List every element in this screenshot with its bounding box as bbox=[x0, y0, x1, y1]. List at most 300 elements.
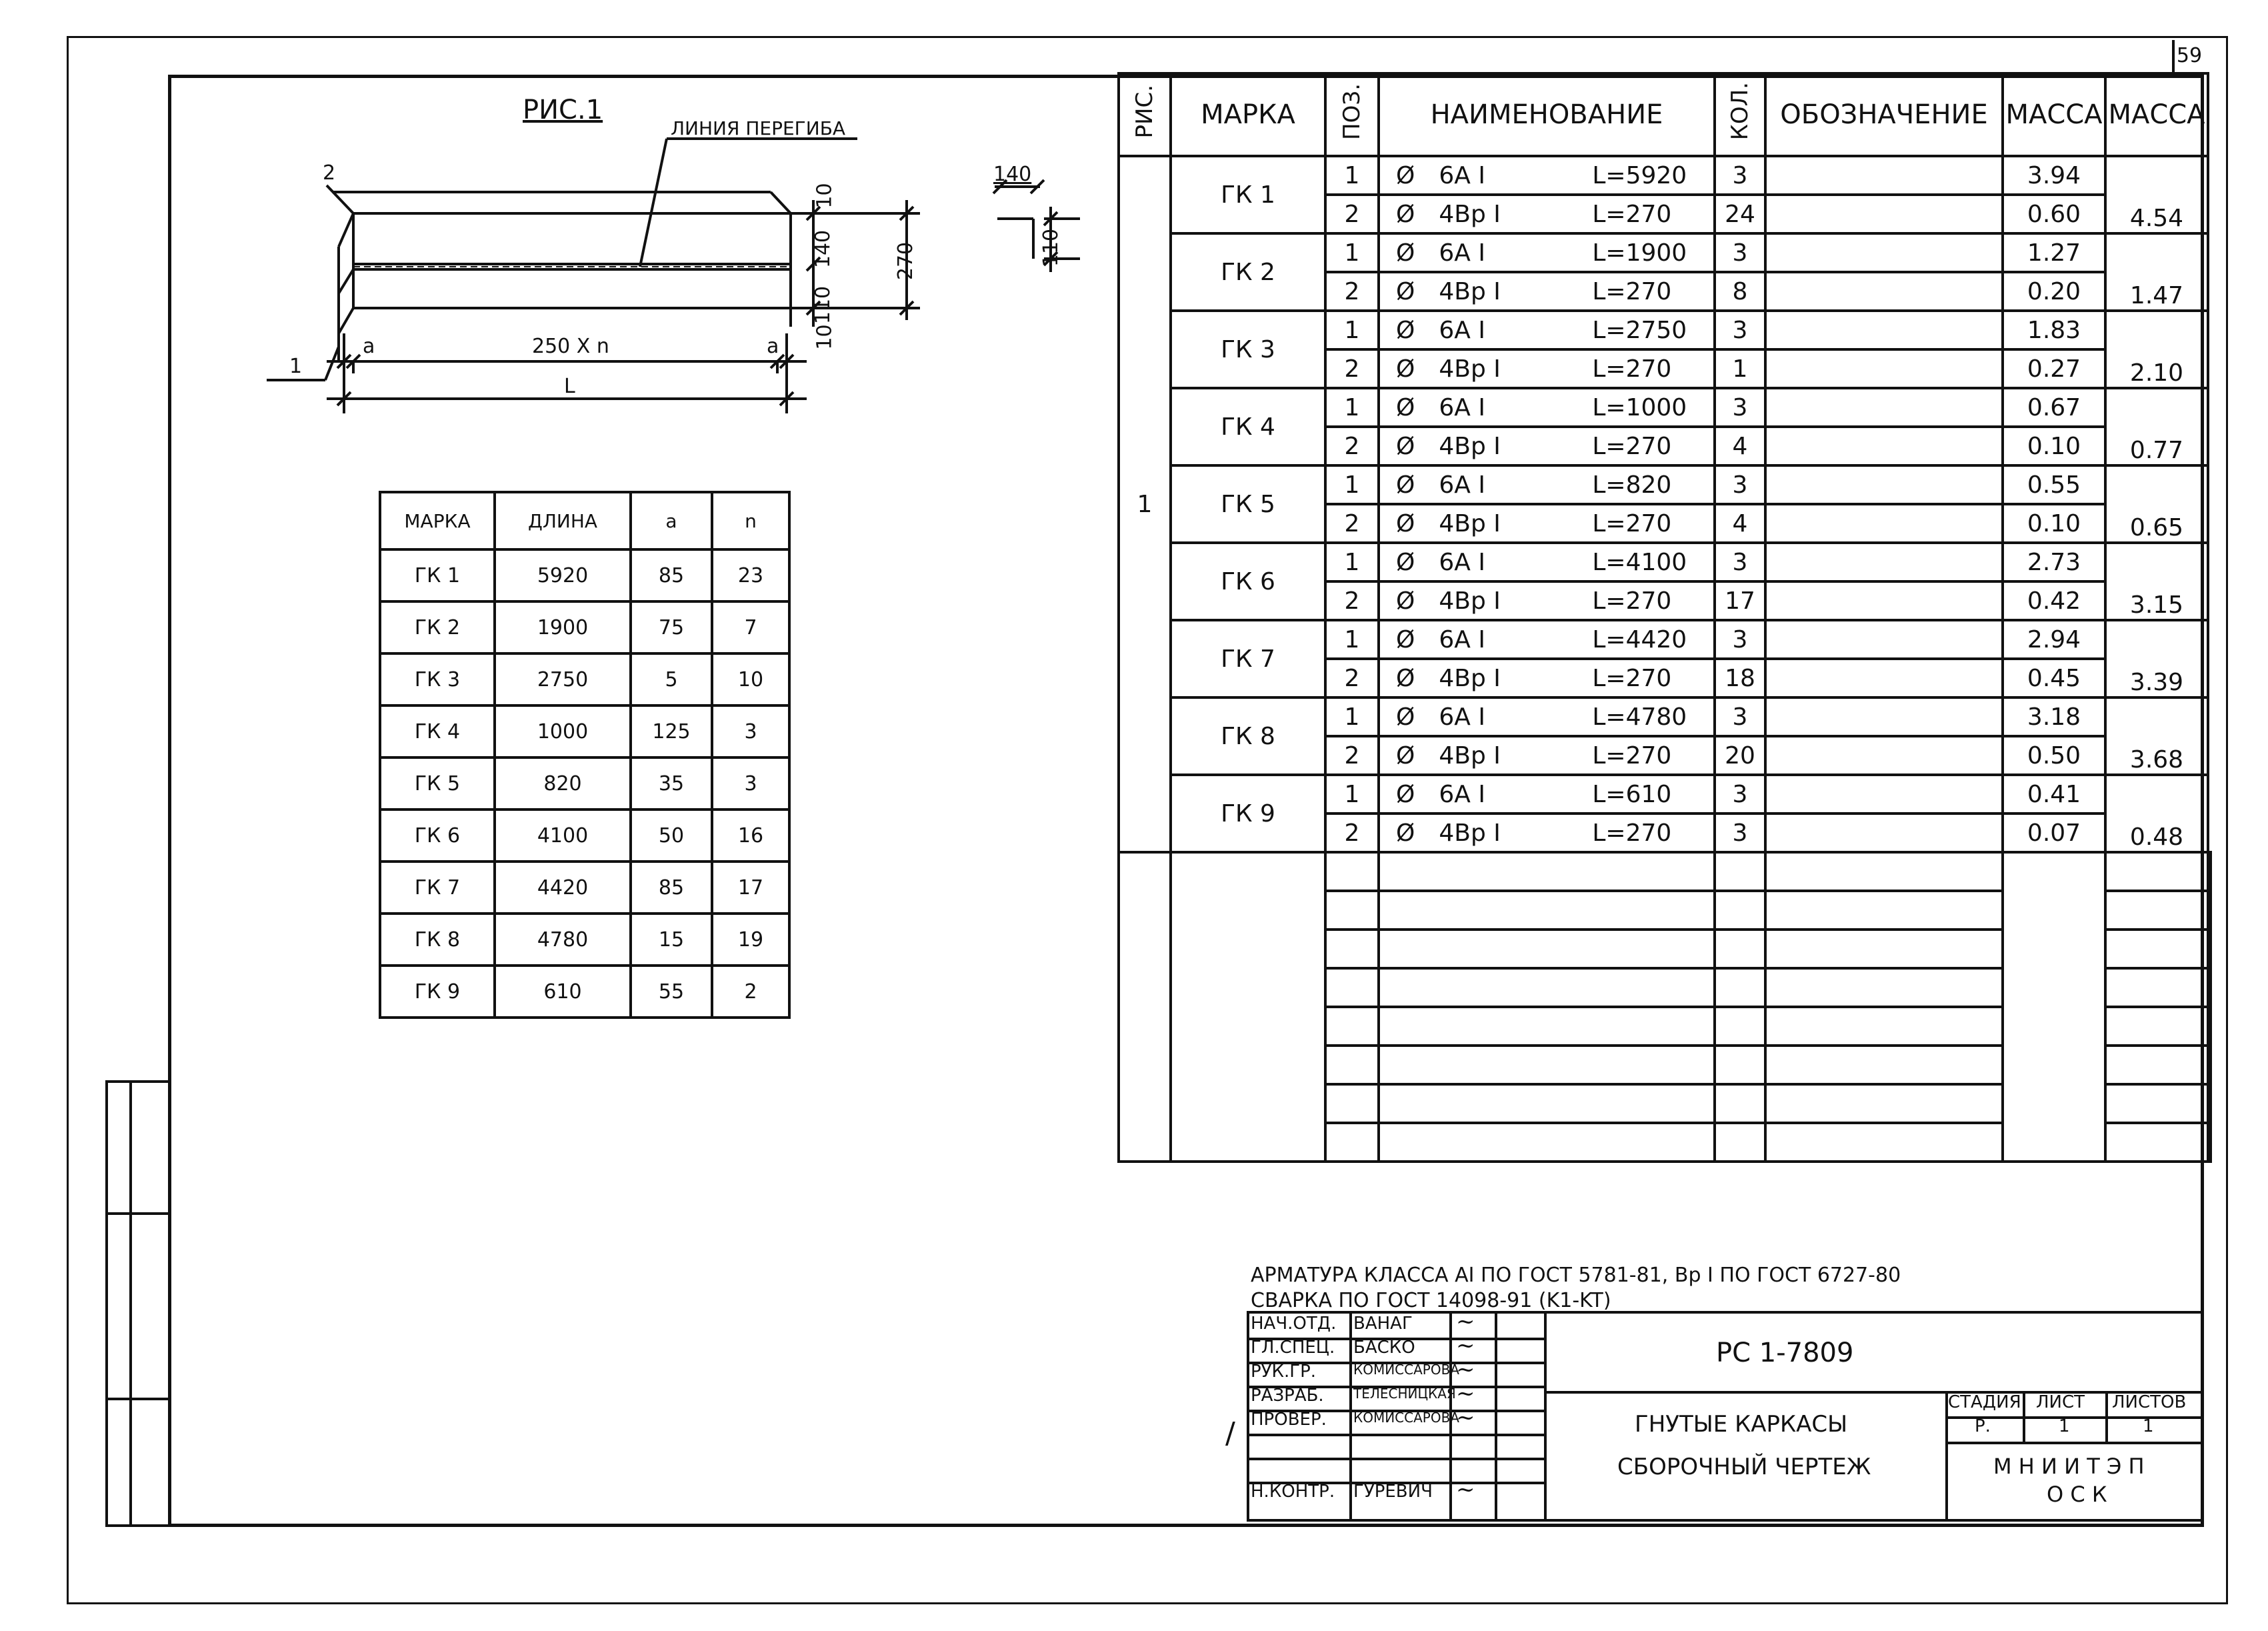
diameter-symbol: Ø bbox=[1396, 432, 1415, 460]
cell-a: 35 bbox=[631, 757, 712, 809]
cell-kol: 3 bbox=[1715, 465, 1765, 504]
cell-empty bbox=[1379, 1123, 1715, 1162]
table-row bbox=[380, 914, 789, 966]
diameter-symbol: Ø bbox=[1396, 471, 1415, 499]
cell-mass: 0.07 bbox=[2003, 813, 2105, 852]
cell-kol: 18 bbox=[1715, 659, 1765, 697]
cell-empty bbox=[1325, 1007, 1379, 1046]
cell-kol: 3 bbox=[1715, 156, 1765, 195]
dim-length: L bbox=[564, 375, 575, 398]
cell-name bbox=[1379, 775, 1715, 813]
cell-poz: 1 bbox=[1325, 775, 1379, 813]
cell-n: 10 bbox=[712, 653, 789, 705]
cell-empty bbox=[1715, 930, 1765, 968]
signature-mark: ~ bbox=[1456, 1380, 1475, 1407]
col-header-massa-total: МАССА bbox=[2105, 73, 2208, 156]
signature-mark: ~ bbox=[1456, 1356, 1475, 1383]
table-row bbox=[380, 549, 789, 601]
cell-oboz bbox=[1765, 272, 2003, 311]
steel-grade: 4Bp I bbox=[1439, 200, 1501, 228]
diameter-symbol: Ø bbox=[1396, 780, 1415, 808]
cell-a: 85 bbox=[631, 549, 712, 601]
cell-kol: 24 bbox=[1715, 195, 1765, 233]
cell-kol: 3 bbox=[1715, 775, 1765, 813]
cell-empty bbox=[1765, 1007, 2003, 1046]
cell-a: 55 bbox=[631, 966, 712, 1018]
cell-mass: 0.41 bbox=[2003, 775, 2105, 813]
cell-oboz bbox=[1765, 311, 2003, 349]
cell-poz: 2 bbox=[1325, 349, 1379, 388]
cell-length: 1000 bbox=[495, 705, 631, 757]
cell-empty bbox=[1379, 1007, 1715, 1046]
cell-poz: 2 bbox=[1325, 504, 1379, 543]
col-header-poz-text: ПОЗ. bbox=[1339, 83, 1365, 140]
cell-ris-empty bbox=[1119, 852, 1171, 1162]
diameter-symbol: Ø bbox=[1396, 355, 1415, 383]
cell-marka: ГК 4 bbox=[380, 705, 495, 757]
cell-empty bbox=[2105, 930, 2208, 968]
cell-marka: ГК 5 bbox=[1171, 465, 1325, 543]
bar-length: L=1900 bbox=[1592, 239, 1687, 267]
diameter-symbol: Ø bbox=[1396, 587, 1415, 615]
cell-empty bbox=[1765, 968, 2003, 1007]
person-name: КОМИССАРОВА bbox=[1353, 1410, 1459, 1426]
cell-oboz bbox=[1765, 697, 2003, 736]
cell-mass: 0.20 bbox=[2003, 272, 2105, 311]
table-row bbox=[380, 601, 789, 653]
steel-grade: 4Bp I bbox=[1439, 819, 1501, 847]
cell-empty bbox=[2105, 968, 2208, 1007]
cell-empty bbox=[2105, 1084, 2208, 1123]
person-name: КОМИССАРОВА bbox=[1353, 1362, 1459, 1378]
cell-marka: ГК 6 bbox=[1171, 543, 1325, 620]
cell-mass: 1.27 bbox=[2003, 233, 2105, 272]
cell-length: 1900 bbox=[495, 601, 631, 653]
signature-mark: ~ bbox=[1456, 1308, 1475, 1335]
cell-mass: 0.27 bbox=[2003, 349, 2105, 388]
role-label: РАЗРАБ. bbox=[1251, 1386, 1324, 1406]
cell-empty bbox=[1379, 1046, 1715, 1084]
cell-mass-empty bbox=[2105, 852, 2208, 891]
pos-2-label: 2 bbox=[323, 161, 336, 185]
cell-kol: 1 bbox=[1715, 349, 1765, 388]
cell-kol: 3 bbox=[1715, 311, 1765, 349]
steel-grade: 4Bp I bbox=[1439, 355, 1501, 383]
cell-mass: 0.60 bbox=[2003, 195, 2105, 233]
cell-marka: ГК 8 bbox=[380, 914, 495, 966]
org-line2: О С К bbox=[2047, 1482, 2107, 1507]
frame-bend-drawing bbox=[253, 113, 1107, 433]
signature-mark: ~ bbox=[1456, 1332, 1475, 1359]
cell-empty bbox=[2105, 1046, 2208, 1084]
spec-row bbox=[1119, 465, 2211, 504]
diameter-symbol: Ø bbox=[1396, 316, 1415, 344]
cell-name bbox=[1379, 349, 1715, 388]
cell-length: 4420 bbox=[495, 862, 631, 914]
role-label: ПРОВЕР. bbox=[1251, 1410, 1327, 1430]
cell-empty bbox=[1765, 930, 2003, 968]
cell-mass: 0.42 bbox=[2003, 581, 2105, 620]
cell-poz: 2 bbox=[1325, 195, 1379, 233]
cell-kol: 3 bbox=[1715, 543, 1765, 581]
person-name: ВАНАГ bbox=[1353, 1314, 1413, 1334]
cell-empty bbox=[1765, 1123, 2003, 1162]
figure-title: РИС.1 bbox=[523, 95, 603, 125]
bar-length: L=270 bbox=[1592, 819, 1672, 847]
signature-mark: ~ bbox=[1456, 1404, 1475, 1431]
steel-grade: 6A I bbox=[1439, 239, 1485, 267]
diameter-symbol: Ø bbox=[1396, 625, 1415, 653]
note-line: СВАРКА ПО ГОСТ 14098-91 (K1-KT) bbox=[1251, 1289, 1611, 1312]
diameter-symbol: Ø bbox=[1396, 819, 1415, 847]
cell-marka: ГК 1 bbox=[1171, 156, 1325, 233]
cell-oboz bbox=[1765, 504, 2003, 543]
diameter-symbol: Ø bbox=[1396, 548, 1415, 576]
cell-empty bbox=[1379, 968, 1715, 1007]
cell-empty bbox=[1325, 891, 1379, 930]
table-row bbox=[380, 705, 789, 757]
cell-empty bbox=[2105, 891, 2208, 930]
note-line: АРМАТУРА КЛАССА AI ПО ГОСТ 5781-81, Bp I ПО ГОСТ 6727-80 bbox=[1251, 1264, 1901, 1287]
cell-a: 85 bbox=[631, 862, 712, 914]
col-header-a: a bbox=[631, 492, 712, 549]
col-header-poz bbox=[1325, 73, 1379, 156]
cell-mass: 0.45 bbox=[2003, 659, 2105, 697]
signature-mark: ~ bbox=[1456, 1476, 1475, 1503]
drawing-title-line1: ГНУТЫЕ КАРКАСЫ bbox=[1635, 1411, 1848, 1438]
cell-name bbox=[1379, 311, 1715, 349]
cell-mass: 2.73 bbox=[2003, 543, 2105, 581]
bar-length: L=270 bbox=[1592, 741, 1672, 769]
cell-total-mass: 1.47 bbox=[2105, 233, 2208, 311]
org-line1: М Н И И Т Э П bbox=[1993, 1454, 2145, 1479]
cell-empty bbox=[1325, 1123, 1379, 1162]
table-row bbox=[380, 966, 789, 1018]
steel-grade: 4Bp I bbox=[1439, 509, 1501, 537]
cell-empty bbox=[2105, 1123, 2208, 1162]
cell-n: 23 bbox=[712, 549, 789, 601]
cell-marka: ГК 5 bbox=[380, 757, 495, 809]
cell-n: 17 bbox=[712, 862, 789, 914]
bar-length: L=270 bbox=[1592, 664, 1672, 692]
cell-oboz-empty bbox=[2003, 852, 2105, 1162]
cell-name bbox=[1379, 465, 1715, 504]
spec-row bbox=[1119, 543, 2211, 581]
cell-poz: 2 bbox=[1325, 272, 1379, 311]
cell-name bbox=[1379, 233, 1715, 272]
cell-kol: 3 bbox=[1715, 233, 1765, 272]
cell-name bbox=[1379, 813, 1715, 852]
spec-row bbox=[1119, 620, 2211, 659]
dim-270: 270 bbox=[894, 241, 918, 281]
col-header-ris-text: РИС. bbox=[1131, 84, 1158, 139]
cell-oboz bbox=[1765, 813, 2003, 852]
cell-oboz bbox=[1765, 620, 2003, 659]
cell-length: 820 bbox=[495, 757, 631, 809]
dim-10-bottom: 10 bbox=[813, 324, 837, 350]
cell-marka: ГК 7 bbox=[380, 862, 495, 914]
cell-oboz bbox=[1765, 581, 2003, 620]
bar-length: L=4420 bbox=[1592, 625, 1687, 653]
diameter-symbol: Ø bbox=[1396, 509, 1415, 537]
cell-oboz bbox=[1765, 659, 2003, 697]
cell-total-mass: 0.77 bbox=[2105, 388, 2208, 465]
spec-row bbox=[1119, 233, 2211, 272]
bar-length: L=1000 bbox=[1592, 393, 1687, 421]
cell-total-mass: 2.10 bbox=[2105, 311, 2208, 388]
steel-grade: 4Bp I bbox=[1439, 277, 1501, 305]
steel-grade: 6A I bbox=[1439, 161, 1485, 189]
cell-n: 3 bbox=[712, 757, 789, 809]
cell-mass: 0.55 bbox=[2003, 465, 2105, 504]
bar-length: L=270 bbox=[1592, 355, 1672, 383]
cell-length: 610 bbox=[495, 966, 631, 1018]
cell-oboz bbox=[1765, 543, 2003, 581]
diameter-symbol: Ø bbox=[1396, 239, 1415, 267]
person-name: ТЕЛЕСНИЦКАЯ bbox=[1353, 1386, 1456, 1402]
role-label: НАЧ.ОТД. bbox=[1251, 1314, 1337, 1334]
cell-oboz bbox=[1765, 736, 2003, 775]
steel-grade: 6A I bbox=[1439, 471, 1485, 499]
dim-span: 250 X n bbox=[532, 335, 609, 358]
detail-dim-110: 110 bbox=[1039, 228, 1063, 267]
doc-code: РС 1-7809 bbox=[1716, 1338, 1854, 1368]
cell-poz: 1 bbox=[1325, 620, 1379, 659]
steel-grade: 6A I bbox=[1439, 548, 1485, 576]
cell-empty bbox=[1325, 1046, 1379, 1084]
cell-poz: 1 bbox=[1325, 465, 1379, 504]
cell-name bbox=[1379, 388, 1715, 427]
cell-oboz bbox=[1765, 465, 2003, 504]
cell-oboz bbox=[1765, 775, 2003, 813]
cell-total-mass: 3.39 bbox=[2105, 620, 2208, 697]
cell-marka: ГК 6 bbox=[380, 809, 495, 862]
cell-total-empty bbox=[2208, 852, 2211, 1162]
bar-length: L=820 bbox=[1592, 471, 1672, 499]
cell-ris: 1 bbox=[1119, 156, 1171, 852]
diameter-symbol: Ø bbox=[1396, 277, 1415, 305]
spec-row bbox=[1119, 775, 2211, 813]
sheet-header: ЛИСТ bbox=[2036, 1392, 2085, 1412]
cell-n: 16 bbox=[712, 809, 789, 862]
cell-empty bbox=[1765, 1046, 2003, 1084]
cell-oboz bbox=[1765, 156, 2003, 195]
cell-poz: 1 bbox=[1325, 697, 1379, 736]
sheet-number: 59 bbox=[2172, 40, 2204, 75]
spec-empty-row bbox=[1119, 852, 2211, 891]
margin-stamp bbox=[105, 1080, 168, 1527]
diameter-symbol: Ø bbox=[1396, 703, 1415, 731]
cell-empty bbox=[1325, 930, 1379, 968]
cell-poz: 2 bbox=[1325, 813, 1379, 852]
cell-empty bbox=[1325, 1084, 1379, 1123]
diameter-symbol: Ø bbox=[1396, 664, 1415, 692]
col-header-marka: МАРКА bbox=[1171, 73, 1325, 156]
cell-empty bbox=[2105, 1007, 2208, 1046]
col-header-kol-text: КОЛ. bbox=[1727, 82, 1753, 141]
cell-a: 5 bbox=[631, 653, 712, 705]
dim-10-top: 10 bbox=[813, 183, 837, 209]
bar-length: L=270 bbox=[1592, 200, 1672, 228]
cell-total-mass: 0.48 bbox=[2105, 775, 2208, 852]
bar-length: L=270 bbox=[1592, 277, 1672, 305]
cell-poz: 1 bbox=[1325, 543, 1379, 581]
cell-empty bbox=[1715, 1046, 1765, 1084]
cell-name bbox=[1379, 620, 1715, 659]
cell-n: 7 bbox=[712, 601, 789, 653]
cell-poz: 2 bbox=[1325, 427, 1379, 465]
cell-total-mass: 3.15 bbox=[2105, 543, 2208, 620]
bar-length: L=4780 bbox=[1592, 703, 1687, 731]
cell-kol: 3 bbox=[1715, 620, 1765, 659]
cell-empty bbox=[1379, 930, 1715, 968]
cell-kol: 20 bbox=[1715, 736, 1765, 775]
cell-a: 75 bbox=[631, 601, 712, 653]
bend-line-label: ЛИНИЯ ПЕРЕГИБА bbox=[671, 117, 846, 139]
sheet-value: 1 bbox=[2059, 1416, 2070, 1436]
col-header-dlina: ДЛИНА bbox=[495, 492, 631, 549]
cell-name bbox=[1379, 736, 1715, 775]
cell-poz: 2 bbox=[1325, 659, 1379, 697]
cell-mass: 0.67 bbox=[2003, 388, 2105, 427]
col-header-ris bbox=[1119, 73, 1171, 156]
person-name: БАСКО bbox=[1353, 1338, 1415, 1358]
cell-marka: ГК 7 bbox=[1171, 620, 1325, 697]
bar-length: L=270 bbox=[1592, 509, 1672, 537]
cell-marka: ГК 9 bbox=[380, 966, 495, 1018]
cell-length: 5920 bbox=[495, 549, 631, 601]
cell-kol: 8 bbox=[1715, 272, 1765, 311]
cell-empty bbox=[1765, 891, 2003, 930]
cell-kol: 3 bbox=[1715, 388, 1765, 427]
cell-oboz bbox=[1765, 427, 2003, 465]
cell-kol: 4 bbox=[1715, 427, 1765, 465]
table-row bbox=[380, 757, 789, 809]
steel-grade: 6A I bbox=[1439, 625, 1485, 653]
steel-grade: 4Bp I bbox=[1439, 664, 1501, 692]
col-header-n: n bbox=[712, 492, 789, 549]
slash-mark: / bbox=[1225, 1416, 1235, 1450]
dim-a-left: a bbox=[363, 335, 375, 358]
cell-n: 3 bbox=[712, 705, 789, 757]
cell-empty bbox=[1715, 852, 1765, 891]
person-name: ГУРЕВИЧ bbox=[1353, 1482, 1433, 1502]
cell-kol: 17 bbox=[1715, 581, 1765, 620]
cell-poz: 1 bbox=[1325, 388, 1379, 427]
steel-grade: 4Bp I bbox=[1439, 587, 1501, 615]
cell-poz: 2 bbox=[1325, 581, 1379, 620]
drawing-title-line2: СБОРОЧНЫЙ ЧЕРТЕЖ bbox=[1617, 1454, 1871, 1480]
cell-marka: ГК 3 bbox=[1171, 311, 1325, 388]
col-header-name: НАИМЕНОВАНИЕ bbox=[1379, 73, 1715, 156]
cell-empty bbox=[1325, 852, 1379, 891]
table-row bbox=[380, 862, 789, 914]
cell-name bbox=[1379, 272, 1715, 311]
stage-header: СТАДИЯ bbox=[1948, 1392, 2021, 1412]
cell-kol: 3 bbox=[1715, 697, 1765, 736]
col-header-oboz: ОБОЗНАЧЕНИЕ bbox=[1765, 73, 2003, 156]
cell-a: 50 bbox=[631, 809, 712, 862]
cell-poz: 2 bbox=[1325, 736, 1379, 775]
cell-empty bbox=[1765, 852, 2003, 891]
cell-oboz bbox=[1765, 388, 2003, 427]
cell-kol: 3 bbox=[1715, 813, 1765, 852]
steel-grade: 6A I bbox=[1439, 316, 1485, 344]
cell-name bbox=[1379, 504, 1715, 543]
cell-mass: 1.83 bbox=[2003, 311, 2105, 349]
diameter-symbol: Ø bbox=[1396, 393, 1415, 421]
cell-poz: 1 bbox=[1325, 311, 1379, 349]
cell-marka: ГК 8 bbox=[1171, 697, 1325, 775]
cell-a: 15 bbox=[631, 914, 712, 966]
cell-mass: 0.10 bbox=[2003, 504, 2105, 543]
cell-name bbox=[1379, 195, 1715, 233]
cell-marka: ГК 3 bbox=[380, 653, 495, 705]
cell-oboz bbox=[1765, 233, 2003, 272]
sheets-value: 1 bbox=[2143, 1416, 2154, 1436]
col-header-kol bbox=[1715, 73, 1765, 156]
cell-marka: ГК 2 bbox=[1171, 233, 1325, 311]
cell-n: 19 bbox=[712, 914, 789, 966]
notes bbox=[1251, 1263, 1901, 1314]
cell-empty bbox=[1715, 1084, 1765, 1123]
cell-mass: 0.50 bbox=[2003, 736, 2105, 775]
cell-mass: 2.94 bbox=[2003, 620, 2105, 659]
cell-marka: ГК 4 bbox=[1171, 388, 1325, 465]
cell-oboz bbox=[1765, 195, 2003, 233]
cell-empty bbox=[1715, 1123, 1765, 1162]
dim-140: 140 bbox=[811, 229, 835, 269]
cell-length: 4780 bbox=[495, 914, 631, 966]
cell-mass: 3.94 bbox=[2003, 156, 2105, 195]
cell-name bbox=[1379, 697, 1715, 736]
cell-total-mass: 0.65 bbox=[2105, 465, 2208, 543]
cell-name bbox=[1379, 156, 1715, 195]
cell-marka: ГК 1 bbox=[380, 549, 495, 601]
steel-grade: 4Bp I bbox=[1439, 741, 1501, 769]
cell-marka: ГК 2 bbox=[380, 601, 495, 653]
steel-grade: 6A I bbox=[1439, 393, 1485, 421]
bar-length: L=270 bbox=[1592, 432, 1672, 460]
bar-length: L=610 bbox=[1592, 780, 1672, 808]
pos-1-label: 1 bbox=[289, 355, 303, 378]
detail-dim-140: 140 bbox=[993, 163, 1032, 186]
cell-empty bbox=[1765, 1084, 2003, 1123]
cell-name bbox=[1379, 543, 1715, 581]
cell-name bbox=[1379, 581, 1715, 620]
spec-row bbox=[1119, 697, 2211, 736]
diameter-symbol: Ø bbox=[1396, 200, 1415, 228]
cell-length: 2750 bbox=[495, 653, 631, 705]
bar-length: L=270 bbox=[1592, 587, 1672, 615]
cell-poz: 1 bbox=[1325, 156, 1379, 195]
steel-grade: 6A I bbox=[1439, 703, 1485, 731]
col-header-marka: МАРКА bbox=[380, 492, 495, 549]
cell-mass: 3.18 bbox=[2003, 697, 2105, 736]
diameter-symbol: Ø bbox=[1396, 161, 1415, 189]
role-label: Н.КОНТР. bbox=[1251, 1482, 1335, 1502]
bar-length: L=2750 bbox=[1592, 316, 1687, 344]
cell-empty bbox=[1715, 891, 1765, 930]
cell-marka: ГК 9 bbox=[1171, 775, 1325, 852]
cell-n: 2 bbox=[712, 966, 789, 1018]
role-label: ГЛ.СПЕЦ. bbox=[1251, 1338, 1335, 1358]
dim-a-right: a bbox=[767, 335, 779, 358]
cell-empty bbox=[1325, 968, 1379, 1007]
cell-name bbox=[1379, 659, 1715, 697]
diameter-symbol: Ø bbox=[1396, 741, 1415, 769]
cell-oboz bbox=[1765, 349, 2003, 388]
